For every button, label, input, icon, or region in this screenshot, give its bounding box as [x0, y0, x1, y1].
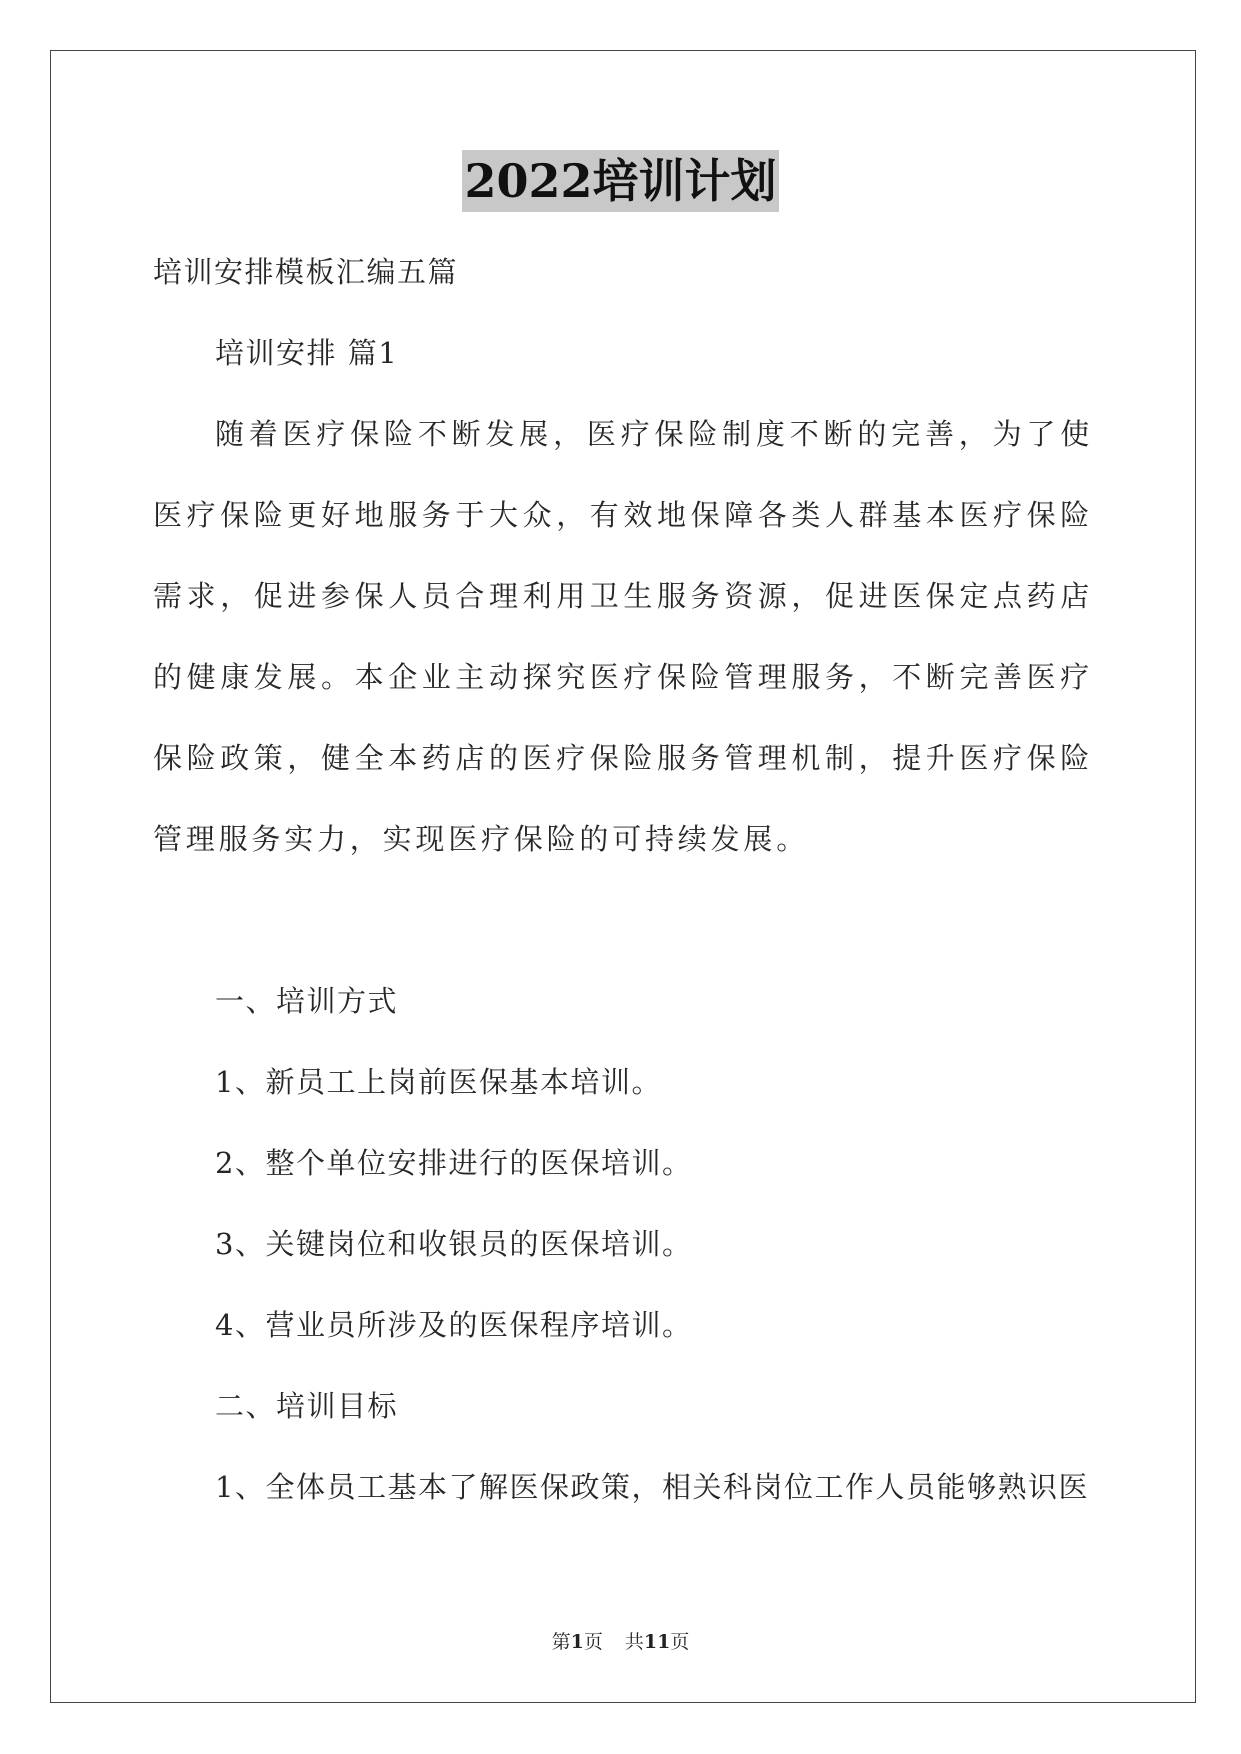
page-suffix: 页	[583, 1631, 603, 1653]
intro-paragraph: 随着医疗保险不断发展，医疗保险制度不断的完善，为了使医疗保险更好地服务于大众，有效地保障各类人群基本医疗保险需求，促进参保人员合理利用卫生服务资源，促进医保定点药店的健康发展。本企业主动探究医疗保险管理服务，不断完善医疗保险政策，健全本药店的医疗保险服务管理机制，提升医疗保险管理服务实力，实现医疗保险的可持续发展。	[153, 417, 1093, 856]
page-number: 1	[570, 1631, 584, 1653]
list-item: 2、整个单位安排进行的医保培训。	[215, 1146, 693, 1180]
total-pages: 11	[643, 1631, 671, 1653]
list-item: 3、关键岗位和收银员的医保培训。	[215, 1227, 693, 1261]
section-heading: 培训安排 篇1	[215, 336, 399, 370]
total-suffix: 页	[670, 1631, 690, 1653]
title-container	[0, 150, 1241, 212]
page-footer	[0, 1629, 1241, 1655]
total-prefix: 共	[624, 1631, 644, 1653]
document-subtitle: 培训安排模板汇编五篇	[153, 255, 459, 289]
part-two-heading: 二、培训目标	[215, 1389, 399, 1423]
part-one-heading: 一、培训方式	[215, 984, 399, 1018]
document-title: 2022培训计划	[462, 150, 778, 212]
list-item: 1、新员工上岗前医保基本培训。	[215, 1065, 662, 1099]
document-body	[153, 232, 1093, 1528]
list-item: 4、营业员所涉及的医保程序培训。	[215, 1308, 693, 1342]
list-item: 1、全体员工基本了解医保政策，相关科岗位工作人员能够熟识医	[215, 1470, 1089, 1504]
page-prefix: 第	[551, 1631, 571, 1653]
paragraph-spacer	[153, 880, 1093, 961]
